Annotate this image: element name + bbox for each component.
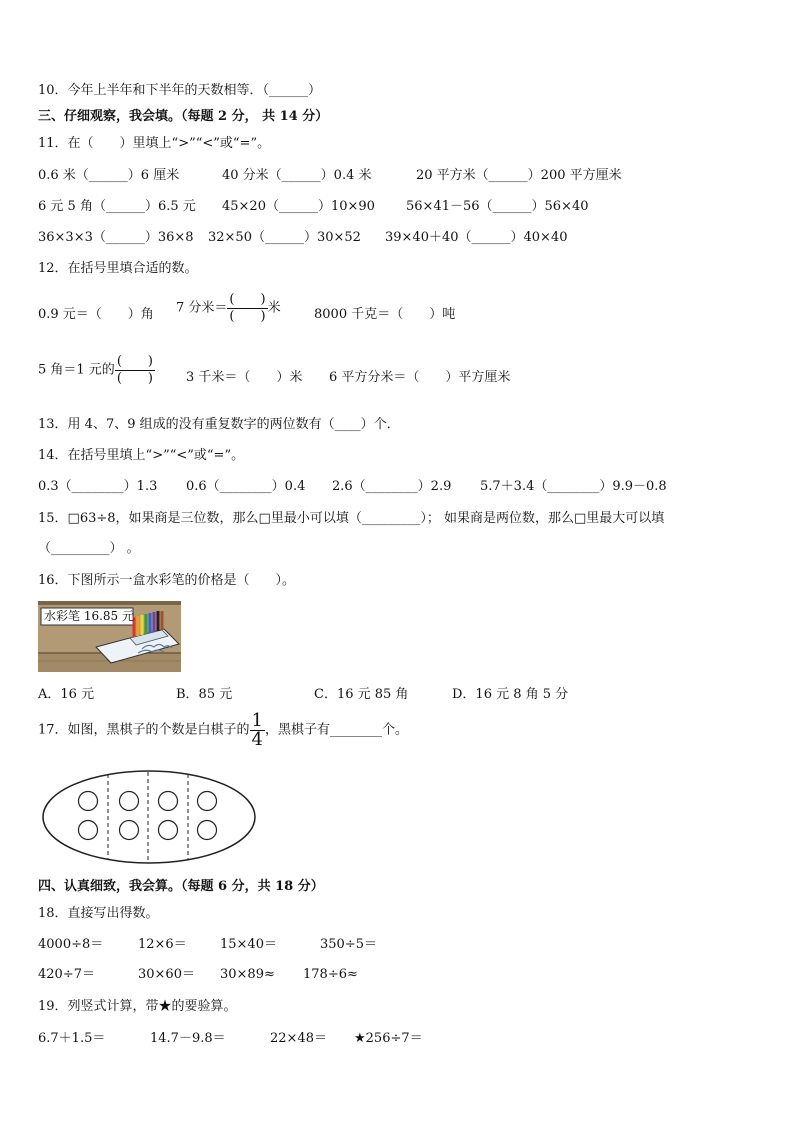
fraction-denominator: ( ): [116, 371, 153, 386]
option-c: C．16 元 85 角: [314, 687, 409, 702]
q19-item: 22×48＝: [270, 1031, 327, 1046]
section-4-heading: 四、认真细致，我会算。（每题 6 分，共 18 分）: [38, 879, 324, 894]
question-12-prompt: 12．在括号里填合适的数。: [38, 261, 198, 276]
option-d: D．16 元 8 角 5 分: [452, 687, 569, 702]
fraction-denominator: ( ): [229, 309, 266, 324]
q12-item: 0.9 元＝（ ）角: [38, 307, 154, 322]
question-15-line-1: 15．□63÷8，如果商是三位数，那么□里最小可以填（_________）； 如果商是两位数，那么□里最大可以填: [38, 511, 665, 526]
q12-frac-suffix: 米: [267, 300, 281, 316]
q12-item: 6 平方分米＝（ ）平方厘米: [329, 370, 511, 385]
oval-pieces-icon: [40, 768, 260, 866]
question-11-prompt: 11．在（ ）里填上“>”“<”或“=”。: [38, 136, 271, 151]
price-tag: 水彩笔 16.85 元: [44, 609, 134, 623]
option-a: A．16 元: [38, 687, 95, 702]
question-18-prompt: 18．直接写出得数。: [38, 906, 159, 921]
chess-pieces-figure: [40, 768, 260, 866]
q12-frac-prefix: 5 角＝1 元的: [38, 362, 115, 378]
q18-item: 12×6＝: [138, 937, 187, 952]
question-15-line-2: （_________） 。: [38, 541, 140, 556]
fraction-denominator: 4: [251, 729, 263, 750]
fraction: [227, 292, 267, 325]
q18-item: 350÷5＝: [320, 937, 377, 952]
fraction-numerator: ( ): [229, 292, 266, 307]
q14-item: 0.3（________）1.3: [38, 479, 158, 494]
watercolor-pen-box-picture: [38, 601, 181, 672]
q12-item: 3 千米＝（ ）米: [186, 370, 303, 385]
q14-item: 5.7＋3.4（________）9.9－0.8: [480, 479, 667, 494]
q19-item: 14.7－9.8＝: [150, 1031, 226, 1046]
q17-suffix: ，黑棋子有________个。: [265, 722, 409, 738]
q14-item: 2.6（________）2.9: [332, 479, 452, 494]
fraction: [115, 354, 155, 387]
q11-item: 36×3×3（______）36×8: [38, 230, 194, 245]
question-10: 10．今年上半年和下半年的天数相等．（______）: [38, 83, 322, 98]
q19-item: ★256÷7＝: [354, 1031, 423, 1046]
q18-item: 30×89≈: [220, 967, 275, 982]
option-b: B．85 元: [176, 687, 233, 702]
q11-item: 32×50（______）30×52: [208, 230, 361, 245]
section-3-heading: 三、仔细观察，我会填。（每题 2 分， 共 14 分）: [38, 109, 329, 124]
q18-item: 30×60＝: [138, 967, 195, 982]
question-17: [38, 712, 408, 752]
q18-item: 15×40＝: [220, 937, 277, 952]
q11-item: 20 平方米（______）200 平方厘米: [416, 168, 622, 183]
q11-item: 45×20（______）10×90: [222, 199, 375, 214]
question-14-prompt: 14．在括号里填上“>”“<”或“=”。: [38, 448, 245, 463]
q18-item: 420÷7＝: [38, 967, 95, 982]
q14-item: 0.6（________）0.4: [186, 479, 306, 494]
question-13: 13．用 4、7、9 组成的没有重复数字的两位数有（____）个．: [38, 417, 400, 432]
q17-prefix: 17．如图，黑棋子的个数是白棋子的: [38, 722, 250, 738]
q11-item: 56×41－56（______）56×40: [406, 199, 589, 214]
q12-item-fraction: [176, 292, 281, 325]
fraction: [250, 712, 265, 749]
q12-item-fraction: [38, 354, 155, 387]
q11-item: 40 分米（______）0.4 米: [222, 168, 372, 183]
q11-item: 6 元 5 角（______）6.5 元: [38, 199, 196, 214]
question-16-prompt: 16．下图所示一盒水彩笔的价格是（ ）。: [38, 573, 296, 588]
q12-item: 8000 千克＝（ ）吨: [314, 307, 456, 322]
q11-item: 39×40＋40（______）40×40: [385, 230, 568, 245]
q18-item: 178÷6≈: [303, 967, 358, 982]
fraction-numerator: ( ): [116, 354, 153, 369]
q12-frac-prefix: 7 分米＝: [176, 300, 228, 316]
fraction-numerator: 1: [251, 710, 263, 731]
q11-item: 0.6 米（______）6 厘米: [38, 168, 180, 183]
question-19-prompt: 19．列竖式计算，带★的要验算。: [38, 999, 237, 1014]
q18-item: 4000÷8＝: [38, 937, 104, 952]
q19-item: 6.7＋1.5＝: [38, 1031, 106, 1046]
